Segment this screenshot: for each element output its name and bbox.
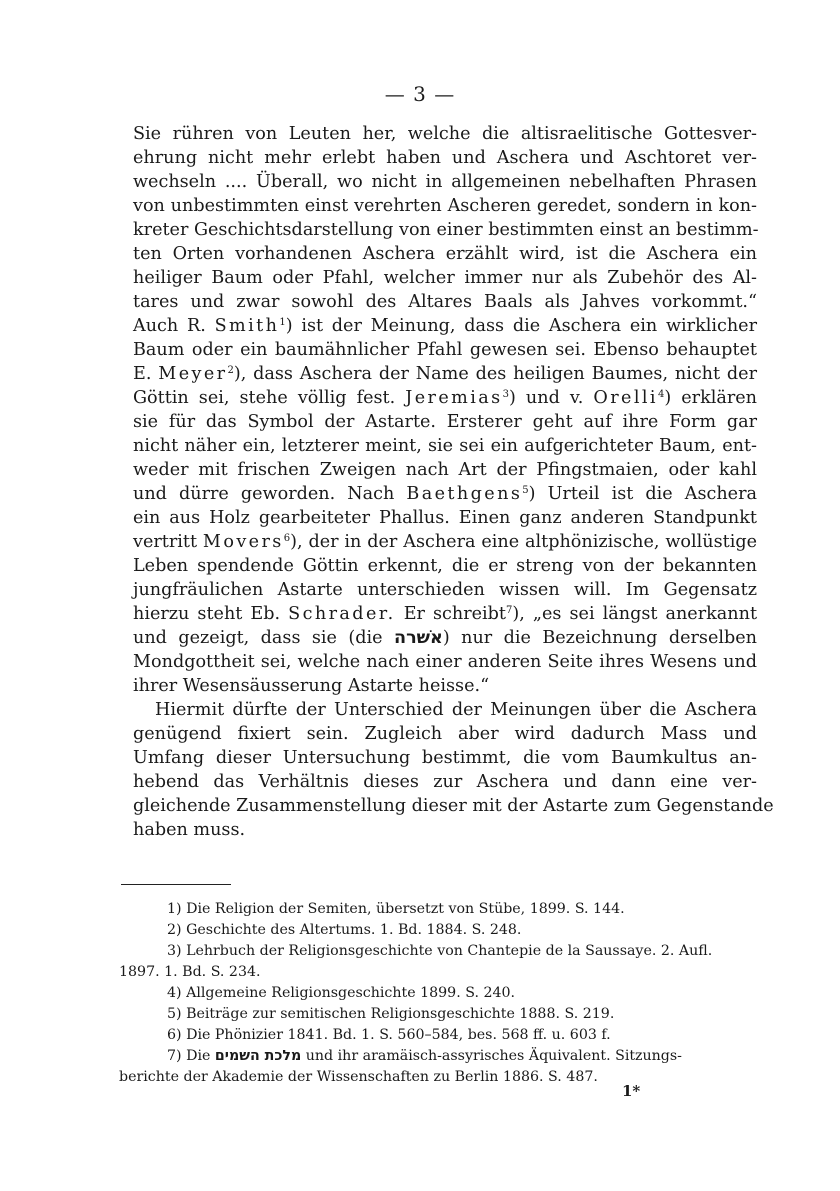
footnote-continuation: 1897. 1. Bd. S. 234. bbox=[119, 964, 261, 980]
footnote-divider bbox=[121, 884, 231, 885]
text-line: hebend das Verhältnis dieses zur Aschera und dann eine ver- bbox=[133, 772, 757, 792]
text-line: ten Orten vorhandenen Aschera erzählt wird, ist die Aschera ein bbox=[133, 244, 757, 264]
footnote-ref: 4 bbox=[657, 389, 665, 400]
text-line: nicht näher ein, letzterer meint, sie sei ein aufgerichteter Baum, ent- bbox=[133, 436, 757, 456]
footnote: 6) Die Phönizier 1841. Bd. 1. S. 560–584, bes. 568 ff. u. 603 f. bbox=[167, 1027, 611, 1043]
author-name: Jeremias bbox=[405, 388, 503, 408]
text-line: Umfang dieser Untersuchung bestimmt, die vom Baumkultus an- bbox=[133, 748, 757, 768]
text-line: hierzu steht Eb. Schrader. Er schreibt$^7$), „es sei längst anerkannt bbox=[133, 604, 758, 624]
footnote-ref: 1 bbox=[279, 317, 286, 328]
text-line: ihrer Wesensäusserung Astarte heisse.“ bbox=[133, 676, 490, 696]
footnote: 5) Beiträge zur semitischen Religionsgeschichte 1888. S. 219. bbox=[167, 1006, 615, 1022]
text-line: Leben spendende Göttin erkennt, die er streng von der bekannten bbox=[133, 556, 757, 576]
footnote: 1) Die Religion der Semiten, übersetzt von Stübe, 1899. S. 144. bbox=[167, 901, 625, 917]
text-line: kreter Geschichtsdarstellung von einer bestimmten einst an bestimm- bbox=[133, 220, 759, 240]
footnote: 4) Allgemeine Religionsgeschichte 1899. S. 240. bbox=[167, 985, 516, 1001]
text-line: Mondgottheit sei, welche nach einer anderen Seite ihres Wesens und bbox=[133, 652, 757, 672]
text-line: E. Meyer$^2$), dass Aschera der Name des heiligen Baumes, nicht der bbox=[133, 364, 757, 384]
text-line: Auch R. Smith$^1$) ist der Meinung, dass die Aschera ein wirklicher bbox=[133, 316, 757, 336]
footnote: 7) Die מלכת השמים und ihr aramäisch-assyrisches Äquivalent. Sitzungs- bbox=[167, 1048, 682, 1064]
text-line: weder mit frischen Zweigen nach Art der Pfingstmaien, oder kahl bbox=[133, 460, 757, 480]
body-text bbox=[133, 122, 774, 842]
footnotes bbox=[119, 899, 757, 1088]
text-line: Baum oder ein baumähnlicher Pfahl gewesen sei. Ebenso behauptet bbox=[133, 340, 757, 360]
text-line: Hiermit dürfte der Unterschied der Meinungen über die Aschera bbox=[155, 700, 757, 720]
text-line: vertritt Movers$^6$), der in der Aschera eine altphönizische, wollüstige bbox=[133, 532, 757, 552]
footnote-ref: 2 bbox=[227, 365, 234, 376]
hebrew-word: אשׁרה bbox=[393, 628, 443, 648]
text-line: gleichende Zusammenstellung dieser mit der Astarte zum Gegenstande bbox=[133, 796, 774, 816]
text-line: ehrung nicht mehr erlebt haben und Aschera und Aschtoret ver- bbox=[133, 148, 757, 168]
author-name: Schrader. bbox=[288, 604, 396, 624]
footnote-ref: 6 bbox=[283, 533, 291, 544]
text-line: Göttin sei, stehe völlig fest. Jeremias$^3$) und v. Orelli$^4$) erklären bbox=[133, 388, 758, 408]
text-line: und dürre geworden. Nach Baethgens$^5$) Urteil ist die Aschera bbox=[133, 484, 757, 504]
footnote: 3) Lehrbuch der Religionsgeschichte von Chantepie de la Saussaye. 2. Aufl. bbox=[167, 943, 713, 959]
text-line: heiliger Baum oder Pfahl, welcher immer nur als Zubehör des Al- bbox=[133, 268, 757, 288]
text-line: jungfräulichen Astarte unterschieden wissen will. Im Gegensatz bbox=[133, 580, 757, 600]
text-line: Sie rühren von Leuten her, welche die altisraelitische Gottesver- bbox=[133, 124, 757, 144]
author-name: Meyer bbox=[158, 364, 228, 384]
text-line: ein aus Holz gearbeiteter Phallus. Einen ganz anderen Standpunkt bbox=[133, 508, 757, 528]
footnote: 2) Geschichte des Altertums. 1. Bd. 1884. S. 248. bbox=[167, 922, 522, 938]
text-line: von unbestimmten einst verehrten Ascheren geredet, sondern in kon- bbox=[133, 196, 757, 216]
text-line: sie für das Symbol der Astarte. Ersterer geht auf ihre Form gar bbox=[133, 412, 757, 432]
text-line: haben muss. bbox=[133, 820, 246, 840]
text-line: und gezeigt, dass sie (die אשׁרה) nur die Bezeichnung derselben bbox=[133, 628, 757, 648]
author-name: Movers bbox=[202, 532, 284, 552]
author-name: Orelli bbox=[593, 388, 658, 408]
author-name: Smith bbox=[214, 316, 280, 336]
hebrew-phrase: מלכת השמים bbox=[214, 1048, 302, 1064]
signature-mark: 1* bbox=[622, 1082, 641, 1100]
footnote-continuation: berichte der Akademie der Wissenschaften zu Berlin 1886. S. 487. bbox=[119, 1069, 598, 1085]
footnote-ref: 5 bbox=[522, 485, 529, 496]
author-name: Baethgens bbox=[406, 484, 523, 504]
text-line: wechseln .... Überall, wo nicht in allgemeinen nebelhaften Phrasen bbox=[133, 172, 757, 192]
text-line: tares und zwar sowohl des Altares Baals als Jahves vorkommt.“ bbox=[133, 292, 757, 312]
footnote-ref: 7 bbox=[506, 605, 513, 616]
text-line: genügend fixiert sein. Zugleich aber wird dadurch Mass und bbox=[133, 724, 757, 744]
footnote-ref: 3 bbox=[502, 389, 509, 400]
page-number: — 3 — bbox=[384, 82, 456, 106]
